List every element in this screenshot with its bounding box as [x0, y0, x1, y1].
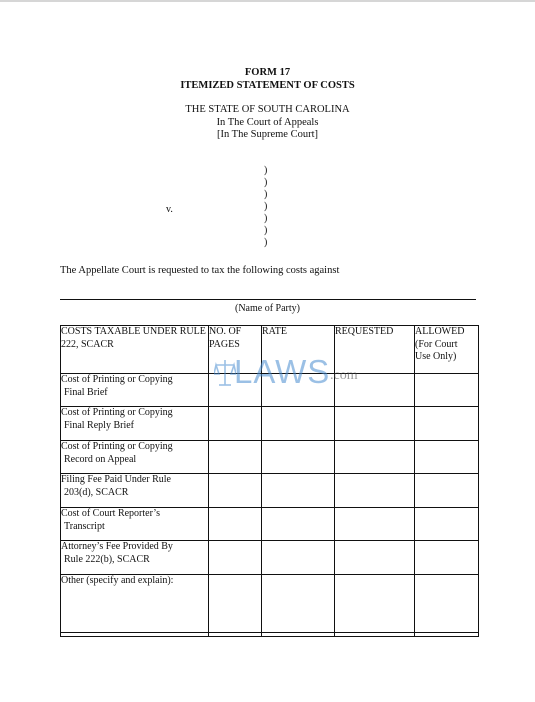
caption-paren: ): [264, 165, 268, 176]
table-row: [61, 541, 479, 575]
header-pages: NO. OF PAGES: [209, 326, 262, 374]
table-row: [61, 508, 479, 541]
header-costs: COSTS TAXABLE UNDER RULE 222, SCACR: [61, 326, 209, 374]
rate-cell[interactable]: [262, 441, 335, 474]
watermark-brand: LAWS: [234, 353, 331, 390]
top-border: [0, 0, 535, 2]
allowed-cell[interactable]: [415, 407, 479, 441]
cost-item: [61, 541, 209, 575]
cost-item-line: Transcript: [64, 520, 105, 532]
cost-item: [61, 508, 209, 541]
table-footer-row: [61, 633, 479, 637]
caption-paren: ): [264, 237, 268, 248]
allowed-note: Use Only): [415, 351, 457, 362]
requested-cell[interactable]: [335, 508, 415, 541]
cost-item-line: Final Reply Brief: [64, 419, 134, 431]
header-rate: RATE: [262, 326, 335, 374]
cost-item: [61, 374, 209, 407]
caption-paren: ): [264, 177, 268, 188]
allowed-cell[interactable]: [415, 541, 479, 575]
header-allowed: [415, 326, 479, 374]
cost-item: [61, 441, 209, 474]
allowed-cell[interactable]: [415, 474, 479, 508]
table-row: [61, 575, 479, 633]
cost-item-line: Attorney’s Fee Provided By: [61, 541, 173, 552]
table-row: [61, 441, 479, 474]
allowed-cell[interactable]: [415, 441, 479, 474]
party-name-line[interactable]: [60, 299, 476, 300]
rate-cell[interactable]: [262, 541, 335, 575]
rate-cell[interactable]: [262, 407, 335, 441]
cost-item-line: Other (specify and explain):: [61, 575, 174, 586]
court-name: In The Court of Appeals: [216, 117, 319, 128]
rate-cell[interactable]: [262, 474, 335, 508]
cost-item-line: Cost of Printing or Copying: [61, 374, 173, 385]
cost-item-line: Record on Appeal: [64, 453, 137, 465]
caption-paren: ): [264, 225, 268, 236]
caption-paren: ): [264, 189, 268, 200]
scales-of-justice-icon: [214, 358, 236, 388]
requested-cell[interactable]: [335, 441, 415, 474]
allowed-label: ALLOWED: [415, 326, 465, 337]
requested-cell[interactable]: [335, 541, 415, 575]
table-row: [61, 474, 479, 508]
allowed-cell[interactable]: [415, 575, 479, 633]
pages-cell[interactable]: [209, 575, 262, 633]
requested-cell[interactable]: [335, 575, 415, 633]
allowed-note: (For Court: [415, 338, 458, 350]
laws-watermark: [214, 354, 374, 390]
cost-item: [61, 575, 209, 633]
rate-cell[interactable]: [262, 508, 335, 541]
pages-cell[interactable]: [209, 407, 262, 441]
cost-item-line: Cost of Printing or Copying: [61, 407, 173, 418]
form-title: ITEMIZED STATEMENT OF COSTS: [180, 80, 355, 91]
cost-item-line: Cost of Court Reporter’s: [61, 508, 160, 519]
versus-label: v.: [166, 204, 173, 215]
pages-cell[interactable]: [209, 508, 262, 541]
allowed-cell[interactable]: [415, 508, 479, 541]
cost-item-line: Filing Fee Paid Under Rule: [61, 474, 171, 485]
form-number: FORM 17: [244, 67, 291, 78]
caption-paren: ): [264, 213, 268, 224]
state-name: THE STATE OF SOUTH CAROLINA: [185, 104, 350, 115]
cost-item-line: 203(d), SCACR: [64, 486, 129, 498]
rate-cell[interactable]: [262, 575, 335, 633]
allowed-cell[interactable]: [415, 374, 479, 407]
pages-cell[interactable]: [209, 441, 262, 474]
request-text: The Appellate Court is requested to tax the following costs against: [60, 265, 340, 276]
header-requested: REQUESTED: [335, 326, 415, 374]
table-row: [61, 407, 479, 441]
pages-cell[interactable]: [209, 541, 262, 575]
cost-item: [61, 407, 209, 441]
cost-item-line: Rule 222(b), SCACR: [64, 553, 150, 565]
alt-court-name: [In The Supreme Court]: [217, 129, 318, 140]
cost-item-line: Final Brief: [64, 386, 108, 398]
caption-paren: ): [264, 201, 268, 212]
cost-item: [61, 474, 209, 508]
watermark-suffix: .com: [330, 368, 358, 383]
cost-item-line: Cost of Printing or Copying: [61, 441, 173, 452]
pages-cell[interactable]: [209, 474, 262, 508]
requested-cell[interactable]: [335, 474, 415, 508]
requested-cell[interactable]: [335, 407, 415, 441]
party-name-label: (Name of Party): [235, 303, 300, 314]
